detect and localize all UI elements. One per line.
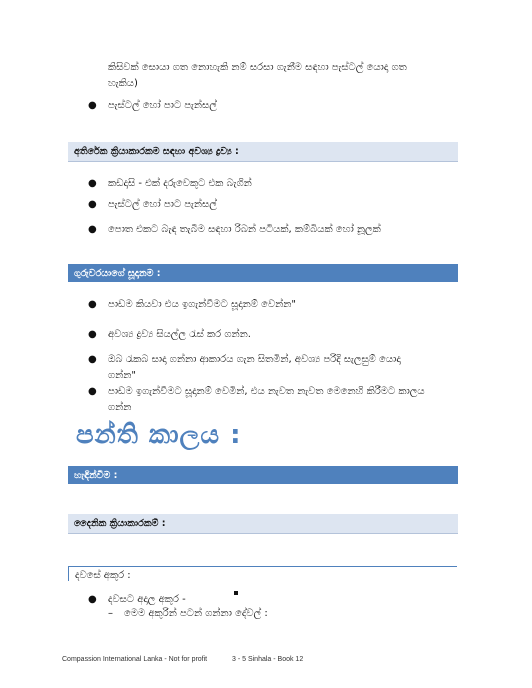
list-item: ● අවශ්‍ය ද්‍රව්‍ය සියල්ල රැස් කර ගන්න. (88, 327, 251, 343)
class-time-heading: පන්ති කාලය : (76, 420, 242, 450)
bullet-icon: ● (88, 100, 97, 111)
bullet-icon: ● (88, 329, 97, 340)
bullet-icon: ● (88, 386, 97, 397)
bullet-icon: ● (88, 224, 97, 235)
footer-right: 3 - 5 Sinhala - Book 12 (232, 656, 304, 663)
sub-list-item: – මෙම අකුරින් පටන් ගන්නා දේවල් : (108, 606, 268, 622)
list-item: ● පාඩම කියවා එය ඉගැන්වීමට සූදානම් වෙන්න" (88, 297, 296, 313)
list-item: ● පාඩම ඉගැන්වීමට සූදානම් වෙමින්, එය නැවත නැවත මෙනෙහි කිරීමට කාලය ගන්න (88, 386, 425, 413)
section-header-letter-of-day: දවසේ අකුර : (68, 566, 457, 581)
decorative-mark (234, 591, 238, 595)
list-item: ● පොත එකට බැඳ තැබීම සඳහා රිබන් පටියක්, කම්බියක් හෝ නූලක් (88, 222, 381, 238)
section-header-introduction: හැඳින්වීම : (68, 466, 458, 484)
list-item: ● ඔබ රැකබ සාදා ගන්නා ආකාරය ගැන සිතමින්, අවශ්‍ය පරිදි සැලසුම් යොදා ගන්න" (88, 354, 401, 381)
list-item: ● කඩදාසි - එක් දරුවෙකුට එක බැගින් (88, 176, 252, 192)
bullet-icon: ● (88, 178, 97, 189)
intro-text-line-1: කිසිවක් සොයා ගත නොහැකි නම් සරසා ගැනීම සඳහා පැස්ටල් යොදා ගත (108, 62, 407, 73)
section-header-daily-activity: දෛනික ක්‍රියාකාරකම් : (68, 514, 458, 534)
footer-left: Compassion International Lanka - Not for profit (62, 656, 208, 663)
bullet-icon: ● (88, 199, 97, 210)
section-header-extra-materials: අතිරේක ක්‍රියාකාරකම සඳහා අවශ්‍ය ද්‍රව්‍ය : (68, 142, 458, 162)
intro-text-line-2: හැකිය) (108, 78, 138, 89)
list-item: ● දවසට අදාල අකුර - (88, 592, 186, 608)
list-item: ● පැස්ටල් හෝ පාට පැන්සල් (88, 98, 217, 114)
bullet-icon: ● (88, 594, 97, 605)
dash-marker: – (108, 608, 113, 619)
bullet-icon: ● (88, 354, 97, 365)
section-header-teacher-prep: ගුරුවරයාගේ සූදානම : (68, 264, 458, 282)
list-item: ● පැස්ටල් හෝ පාට පැන්සල් (88, 197, 217, 213)
bullet-icon: ● (88, 299, 97, 310)
